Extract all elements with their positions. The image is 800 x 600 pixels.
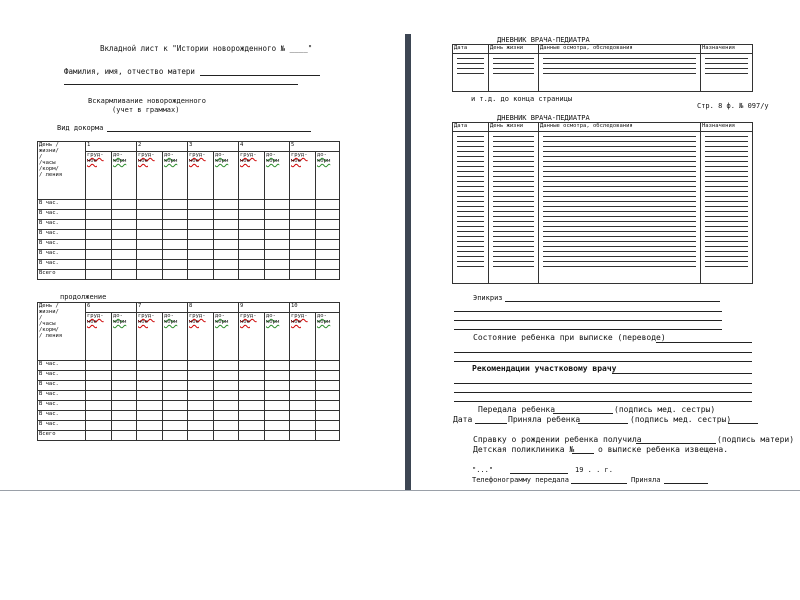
day-header: 2	[137, 142, 188, 152]
accepted-label: Приняла	[631, 476, 661, 484]
day-hour-header: День / жизни/ / /часы /корм/ / ления	[38, 142, 86, 200]
epicrisis-line[interactable]	[505, 301, 720, 302]
breast-label: груд- ное	[189, 152, 206, 164]
certificate-label: Справку о рождении ребенка получила	[473, 435, 642, 444]
breast-label: груд- ное	[240, 152, 257, 164]
supplement-label: до- корм	[113, 152, 127, 164]
table-row: В час.	[38, 240, 340, 250]
certificate-line[interactable]	[636, 443, 716, 444]
doctor-diary-table-1	[452, 44, 753, 92]
supplement-label: до- корм	[113, 313, 127, 325]
breast-label: груд- ное	[138, 152, 155, 164]
page-bottom-edge	[0, 490, 800, 491]
col-day-of-life: День жизни	[489, 45, 539, 54]
until-end-note: и т.д. до конца страницы	[471, 95, 573, 103]
table-row: В час.	[38, 210, 340, 220]
clinic-number-line[interactable]	[572, 453, 594, 454]
clinic-label: Детская поликлиника №	[473, 445, 575, 454]
breast-label: груд- ное	[291, 152, 308, 164]
received-sign: (подпись мед. сестры)	[630, 415, 732, 424]
col-date: Дата	[453, 123, 489, 132]
discharge-state-line[interactable]	[454, 352, 752, 353]
supplement-label: до- корм	[266, 152, 280, 164]
telephone-label: Телефонограмму передала	[472, 476, 569, 484]
day-header: 8	[188, 303, 239, 313]
feeding-subtitle: (учет в граммах)	[112, 106, 180, 114]
mother-sign: (подпись матери)	[717, 435, 795, 444]
feeding-table-1	[37, 141, 340, 280]
supplement-label: до- корм	[266, 313, 280, 325]
recommendations-label: Рекомендации участковому врачу	[472, 364, 617, 373]
day-hour-header: День / жизни/ / /часы /корм/ / ления	[38, 303, 86, 361]
mother-name-line[interactable]	[200, 75, 320, 76]
table-row: В час.	[38, 260, 340, 270]
supplement-label: до- корм	[317, 152, 331, 164]
total-row: Всего	[38, 431, 340, 441]
supplement-label: до- корм	[164, 152, 178, 164]
handed-over-sign: (подпись мед. сестры)	[614, 405, 716, 414]
breast-label: груд- ное	[291, 313, 308, 325]
table-row: В час.	[38, 401, 340, 411]
day-header: 10	[290, 303, 340, 313]
day-header: 3	[188, 142, 239, 152]
diary-body[interactable]	[453, 54, 753, 92]
supplement-label: до- корм	[215, 313, 229, 325]
recommendations-line[interactable]	[454, 383, 752, 384]
col-exam-data: Данные осмотра, обследования	[539, 45, 701, 54]
diary-title-1: ДНЕВНИК ВРАЧА-ПЕДИАТРА	[497, 36, 590, 44]
col-prescriptions: Назначения	[701, 123, 753, 132]
epicrisis-line[interactable]	[454, 320, 722, 321]
day-header: 4	[239, 142, 290, 152]
handed-over-line[interactable]	[553, 413, 613, 414]
received-sign-line[interactable]	[728, 423, 758, 424]
epicrisis-label: Эпикриз	[473, 294, 503, 302]
continuation-label: продолжение	[60, 293, 107, 301]
recommendations-line[interactable]	[454, 401, 752, 402]
feeding-table-2	[37, 302, 340, 441]
day-header: 9	[239, 303, 290, 313]
discharge-state-label: Состояние ребенка при выписке (переводе)	[473, 333, 666, 342]
date-month-line[interactable]	[510, 473, 568, 474]
epicrisis-line[interactable]	[454, 329, 722, 330]
recommendations-line[interactable]	[454, 392, 752, 393]
table-row: В час.	[38, 200, 340, 210]
breast-label: груд- ное	[240, 313, 257, 325]
page-divider	[405, 34, 411, 490]
diary-title-2: ДНЕВНИК ВРАЧА-ПЕДИАТРА	[497, 114, 590, 122]
insert-sheet-title: Вкладной лист к "Истории новорожденного № ____"	[100, 44, 313, 53]
received-label: Приняла ребенка	[508, 415, 581, 424]
day-header: 1	[86, 142, 137, 152]
received-line[interactable]	[578, 423, 628, 424]
table-row: В час.	[38, 381, 340, 391]
supplement-label: до- корм	[215, 152, 229, 164]
mother-name-line-2[interactable]	[64, 84, 298, 85]
col-exam-data: Данные осмотра, обследования	[539, 123, 701, 132]
date-quote: "..."	[472, 466, 494, 474]
mother-name-label: Фамилия, имя, отчество матери	[64, 67, 195, 76]
feeding-title: Вскармливание новорожденного	[88, 97, 207, 105]
breast-label: груд- ное	[189, 313, 206, 325]
total-row: Всего	[38, 270, 340, 280]
epicrisis-line[interactable]	[454, 311, 722, 312]
year-label: 19 . . г.	[575, 466, 613, 474]
day-header: 5	[290, 142, 340, 152]
diary-body[interactable]	[453, 132, 753, 284]
recommendations-line[interactable]	[612, 373, 752, 374]
col-prescriptions: Назначения	[701, 45, 753, 54]
table-row: В час.	[38, 411, 340, 421]
date-label: Дата	[453, 415, 473, 424]
clinic-notice: о выписке ребенка извещена.	[598, 445, 729, 454]
table-row: В час.	[38, 361, 340, 371]
accepted-line[interactable]	[664, 483, 708, 484]
table-row: В час.	[38, 250, 340, 260]
table-row: В час.	[38, 220, 340, 230]
table-row: В час.	[38, 421, 340, 431]
table-row: В час.	[38, 391, 340, 401]
form-number: Стр. 8 ф. № 097/у	[697, 102, 769, 110]
discharge-state-line[interactable]	[656, 342, 752, 343]
handed-over-label: Передала ребенка	[478, 405, 556, 414]
table-row: В час.	[38, 371, 340, 381]
col-date: Дата	[453, 45, 489, 54]
breast-label: груд- ное	[138, 313, 155, 325]
discharge-state-line[interactable]	[454, 361, 752, 362]
col-day-of-life: День жизни	[489, 123, 539, 132]
doctor-diary-table-2	[452, 122, 753, 284]
day-header: 7	[137, 303, 188, 313]
day-header: 6	[86, 303, 137, 313]
feed-type-line[interactable]	[107, 131, 311, 132]
breast-label: груд- ное	[87, 313, 104, 325]
date-line[interactable]	[475, 423, 507, 424]
supplement-label: до- корм	[164, 313, 178, 325]
table-row: В час.	[38, 230, 340, 240]
telephone-line[interactable]	[571, 483, 627, 484]
breast-label: груд- ное	[87, 152, 104, 164]
feed-type-label: Вид докорма	[57, 124, 104, 132]
supplement-label: до- корм	[317, 313, 331, 325]
